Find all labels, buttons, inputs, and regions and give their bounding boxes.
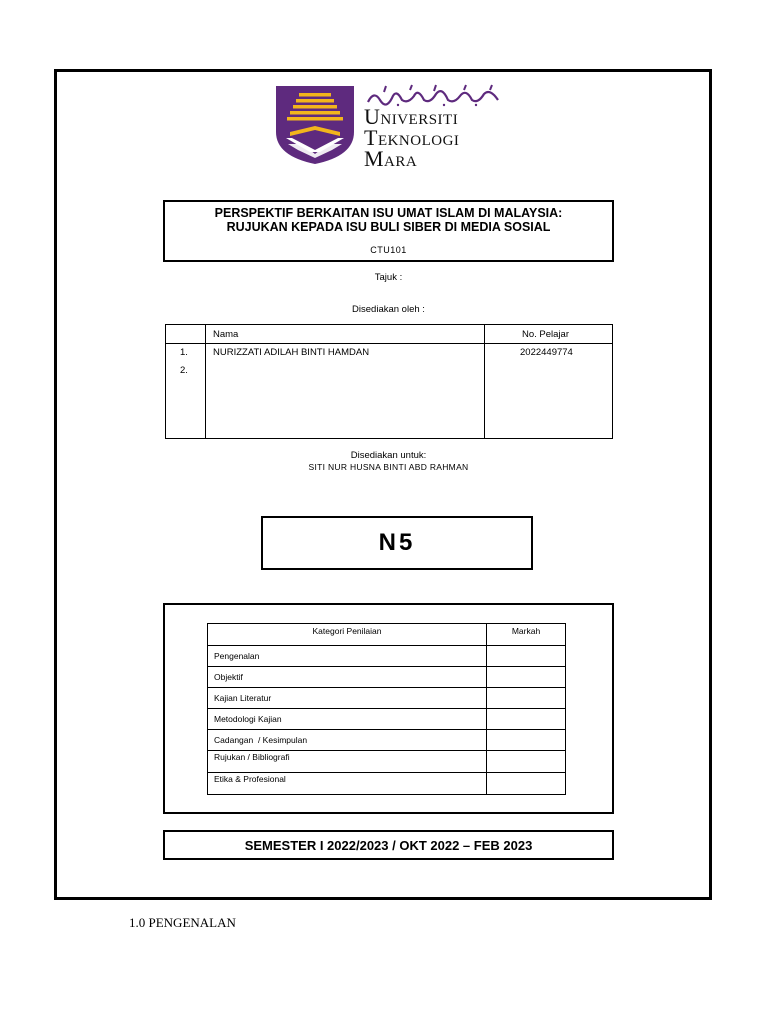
tajuk-label: Tajuk : bbox=[374, 272, 403, 283]
table-row bbox=[208, 730, 566, 751]
mark-cell bbox=[487, 751, 566, 773]
category-header: Kategori Penilaian bbox=[208, 624, 487, 646]
semester-box bbox=[163, 830, 614, 860]
mark-header: Markah bbox=[487, 624, 566, 646]
table-row bbox=[208, 646, 566, 667]
lecturer-name: SITI NUR HUSNA BINTI ABD RAHMAN bbox=[308, 462, 469, 472]
category-cell: Objektif bbox=[208, 667, 487, 688]
category-cell: Cadangan / Kesimpulan bbox=[208, 730, 487, 751]
student-id-header: No. Pelajar bbox=[522, 329, 569, 340]
mark-cell bbox=[487, 667, 566, 688]
section-heading: 1.0 PENGENALAN bbox=[129, 915, 236, 930]
university-name bbox=[364, 106, 459, 169]
assessment-box bbox=[163, 603, 614, 814]
table-row bbox=[208, 688, 566, 709]
category-cell: Pengenalan bbox=[208, 646, 487, 667]
course-code: CTU101 bbox=[370, 245, 407, 255]
university-name-line: Teknologi bbox=[364, 125, 460, 150]
category-cell: Metodologi Kajian bbox=[208, 709, 487, 730]
title-line-2: RUJUKAN KEPADA ISU BULI SIBER DI MEDIA SOSIAL bbox=[226, 220, 551, 234]
category-cell: Rujukan / Bibliografi bbox=[208, 751, 487, 773]
mark-cell bbox=[487, 688, 566, 709]
assessment-table bbox=[207, 623, 566, 795]
category-cell: Kajian Literatur bbox=[208, 688, 487, 709]
mark-cell bbox=[487, 646, 566, 667]
name-header: Nama bbox=[213, 329, 239, 340]
title-line-1: PERSPEKTIF BERKAITAN ISU UMAT ISLAM DI MALAYSIA: bbox=[214, 206, 563, 220]
group-code-box bbox=[261, 516, 533, 570]
students-table bbox=[165, 324, 613, 439]
university-name-line: Mara bbox=[364, 146, 418, 171]
semester-text: SEMESTER I 2022/2023 / OKT 2022 – FEB 2023 bbox=[244, 837, 533, 853]
uitm-emblem-icon bbox=[276, 86, 354, 164]
group-code: N5 bbox=[378, 529, 416, 556]
title-box bbox=[163, 200, 614, 262]
table-row bbox=[208, 751, 566, 773]
category-cell: Etika & Profesional bbox=[208, 773, 487, 795]
table-row bbox=[208, 773, 566, 795]
row-number: 2. bbox=[180, 365, 188, 376]
prepared-for-label: Disediakan untuk: bbox=[350, 450, 427, 461]
mark-cell bbox=[487, 773, 566, 795]
student-name: NURIZZATI ADILAH BINTI HAMDAN bbox=[213, 347, 370, 358]
student-id: 2022449774 bbox=[520, 347, 573, 358]
mark-cell bbox=[487, 709, 566, 730]
university-name-line: Universiti bbox=[364, 104, 459, 129]
mark-cell bbox=[487, 730, 566, 751]
prepared-by-label: Disediakan oleh : bbox=[352, 304, 425, 315]
row-number: 1. bbox=[180, 347, 188, 358]
table-row bbox=[208, 709, 566, 730]
table-row bbox=[208, 667, 566, 688]
